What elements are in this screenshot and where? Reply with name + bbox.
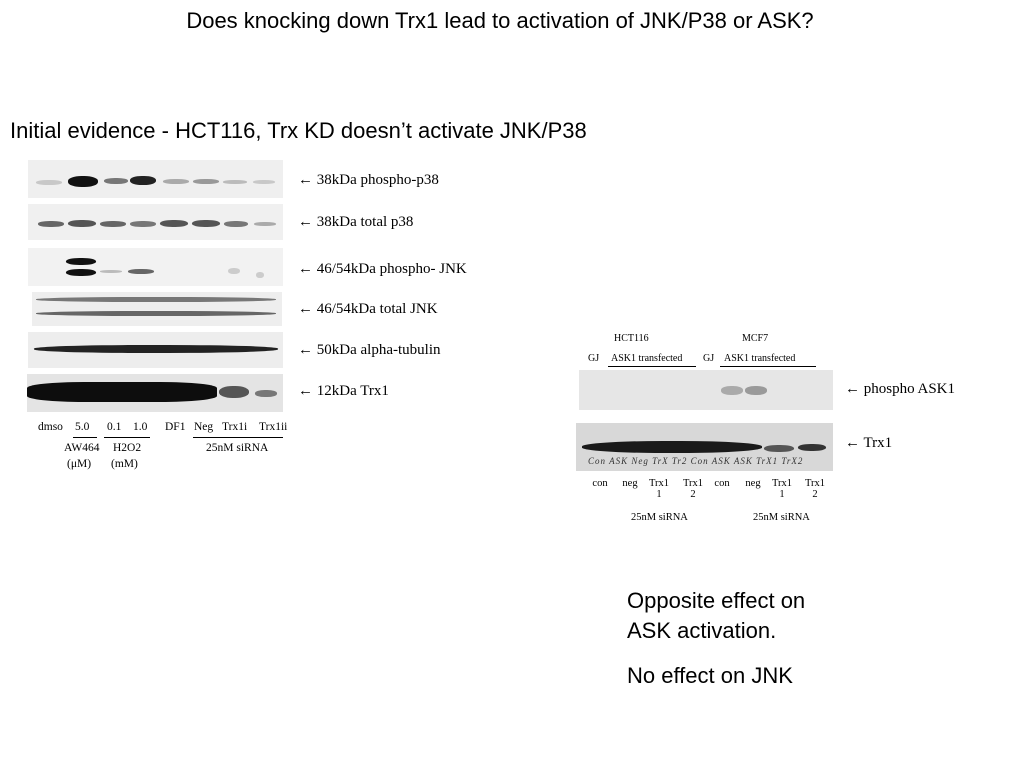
blot-size-label: ← 50kDa — [298, 342, 357, 358]
blot-total-jnk — [32, 292, 282, 326]
blot-protein-label: phospho- JNK — [379, 261, 467, 277]
lane-label: 1.0 — [133, 421, 148, 433]
sirna-label: 25nM siRNA — [631, 512, 688, 523]
blot-total-p38 — [28, 204, 283, 240]
lane-label: neg — [622, 478, 638, 489]
blot-size-label: ← 38kDa — [298, 172, 357, 188]
band — [193, 179, 219, 184]
blot-protein-label: total JNK — [379, 301, 438, 317]
lane-label: neg — [745, 478, 761, 489]
lane-label: 5.0 — [75, 421, 90, 433]
band — [34, 345, 278, 353]
band — [38, 221, 64, 227]
band — [254, 222, 276, 226]
blot-protein-label: Trx1 — [360, 383, 389, 399]
header-gj: GJ — [703, 353, 715, 364]
conclusion-line-1: Opposite effect on — [627, 588, 806, 613]
underline — [608, 366, 696, 367]
scribble: TrX1 — [756, 456, 779, 466]
band — [219, 386, 249, 398]
lane-label: Trx1 2 — [682, 478, 704, 500]
conclusion-line-3: No effect on JNK — [627, 663, 793, 688]
blot-label-phospho-p38 — [298, 172, 439, 189]
band — [745, 386, 767, 395]
blot-label-total-jnk — [298, 301, 438, 318]
scribble: ASK — [733, 456, 753, 466]
lane-label: Neg — [194, 421, 214, 433]
lane-label: dmso — [38, 421, 63, 433]
underline — [720, 366, 816, 367]
blot-label-phospho-ask1: ← phospho ASK1 — [845, 381, 956, 397]
band — [130, 176, 156, 185]
blot-size-label: ← 12kDa — [298, 383, 357, 399]
header-gj: GJ — [588, 353, 600, 364]
scribble: Con — [690, 456, 709, 466]
band — [66, 269, 96, 276]
band — [192, 220, 220, 227]
lane-label: Trx1ii — [259, 421, 288, 433]
blot-size-label: ← 46/54kDa — [298, 261, 376, 277]
header-ask1-transfected: ASK1 transfected — [724, 353, 796, 364]
underline — [193, 437, 283, 438]
scribble: ASK — [609, 456, 629, 466]
blot-phospho-p38 — [28, 160, 283, 198]
lane-label: Trx1 1 — [648, 478, 670, 500]
blot-trx1-right — [576, 423, 833, 471]
blot-alpha-tubulin — [28, 332, 283, 368]
band — [104, 178, 128, 184]
band — [36, 311, 276, 316]
lane-label: 0.1 — [107, 421, 122, 433]
blot-label-trx1 — [298, 383, 389, 400]
blot-protein-label: alpha-tubulin — [360, 342, 441, 358]
group-label-aw464: AW464 — [64, 442, 100, 454]
underline — [104, 437, 150, 438]
blot-protein-label: phospho-p38 — [360, 172, 439, 188]
blot-size-label: ← 38kDa — [298, 214, 357, 230]
band — [224, 221, 248, 227]
underline — [73, 437, 97, 438]
blot-label-alpha-tubulin — [298, 342, 440, 359]
scribble: TrX — [652, 456, 669, 466]
band — [100, 221, 126, 227]
band — [66, 258, 96, 265]
band — [163, 179, 189, 184]
lane-label: Trx1i — [222, 421, 248, 433]
sirna-label: 25nM siRNA — [753, 512, 810, 523]
lane-label: con — [714, 478, 730, 489]
lane-label: con — [592, 478, 608, 489]
band — [36, 297, 276, 302]
conclusion-line-2: ASK activation. — [627, 618, 777, 643]
group-label-sirna: 25nM siRNA — [206, 442, 269, 454]
band — [798, 444, 826, 451]
blot-size-label: ← 46/54kDa — [298, 301, 376, 317]
band — [160, 220, 188, 227]
group-label-h2o2: H2O2 — [113, 442, 142, 454]
scribble: Neg — [631, 456, 649, 466]
lane-label: DF1 — [165, 421, 186, 433]
lane-label: Trx1 2 — [804, 478, 826, 500]
blot-phospho-ask1 — [579, 370, 833, 410]
scribble: Con — [588, 456, 607, 466]
band — [228, 268, 240, 274]
band — [68, 220, 96, 227]
band — [130, 221, 156, 227]
group-unit-aw464: (μM) — [67, 458, 92, 470]
scribble: ASK — [711, 456, 731, 466]
lane-scribbles — [588, 456, 803, 466]
scribble: TrX2 — [781, 456, 804, 466]
band — [27, 382, 217, 402]
group-unit-h2o2: (mM) — [111, 458, 138, 470]
cell-line-label-mcf7: MCF7 — [742, 333, 769, 344]
blot-phospho-jnk — [28, 248, 283, 286]
blot-protein-label: total p38 — [360, 214, 414, 230]
lane-label: Trx1 1 — [771, 478, 793, 500]
band — [36, 180, 62, 185]
blot-trx1 — [27, 374, 283, 412]
scribble: Tr2 — [671, 456, 688, 466]
band — [582, 441, 762, 453]
band — [255, 390, 277, 397]
blot-label-phospho-jnk — [298, 261, 467, 278]
band — [253, 180, 275, 184]
header-ask1-transfected: ASK1 transfected — [611, 353, 683, 364]
blot-label-total-p38 — [298, 214, 413, 231]
cell-line-label-hct116: HCT116 — [614, 333, 649, 344]
band — [721, 386, 743, 395]
band — [68, 176, 98, 187]
band — [223, 180, 247, 184]
band — [764, 445, 794, 452]
slide-title: Does knocking down Trx1 lead to activation of JNK/P38 or ASK? — [186, 8, 814, 33]
band — [128, 269, 154, 274]
band — [256, 272, 264, 278]
slide-subtitle: Initial evidence - HCT116, Trx KD doesn’t activate JNK/P38 — [10, 118, 587, 143]
blot-label-trx1-right: ← Trx1 — [845, 435, 893, 451]
band — [100, 270, 122, 273]
